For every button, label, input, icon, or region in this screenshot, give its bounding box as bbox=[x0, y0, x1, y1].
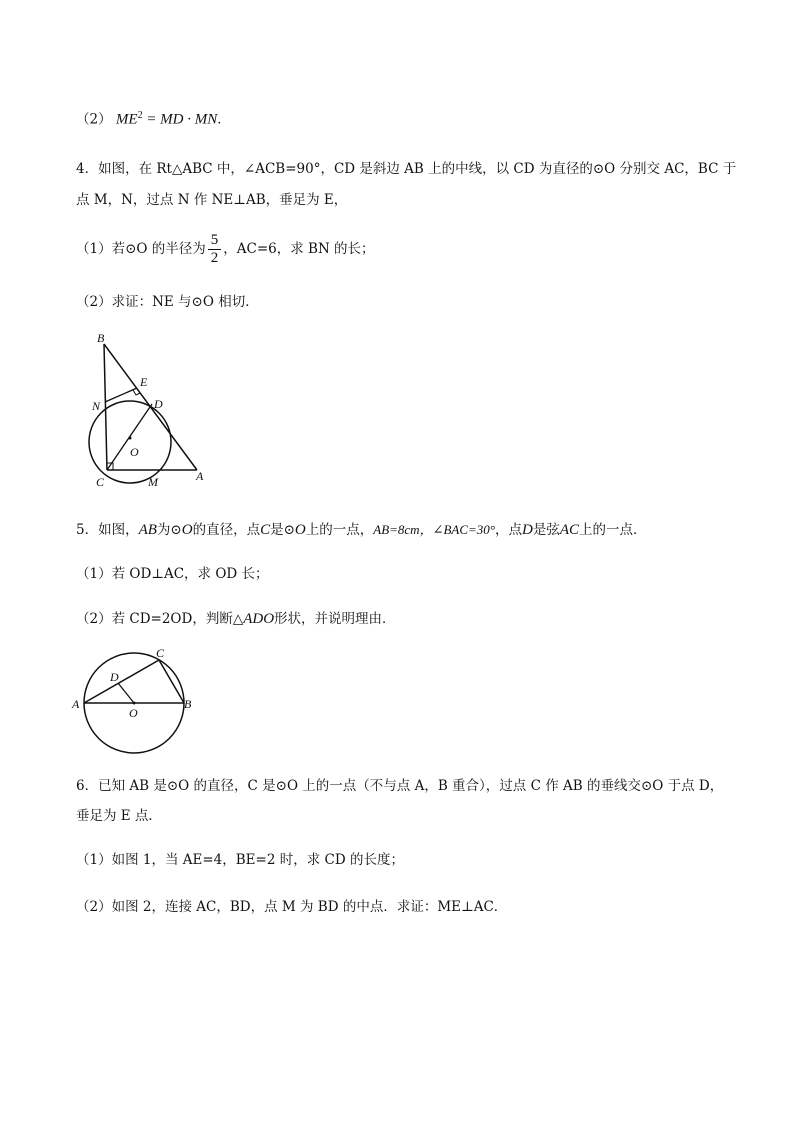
q5-text-4: 是⊙ bbox=[270, 522, 295, 538]
q4-fraction-numerator: 5 bbox=[208, 232, 222, 250]
q3-eq-end: ． bbox=[217, 111, 231, 128]
q4-stem-line1: 4．如图，在 Rt△ABC 中，∠ACB=90°，CD 是斜边 AB 上的中线，以 CD 为直径的⊙O 分别交 AC，BC 于 bbox=[76, 161, 737, 177]
q5-part2-text-a: （2）若 CD=2OD，判断△ bbox=[76, 611, 244, 627]
q5-text-6: ，点 bbox=[494, 522, 522, 538]
q3-part2 bbox=[76, 106, 231, 130]
q4-label-d: D bbox=[154, 397, 163, 411]
q4-label-n: N bbox=[92, 399, 101, 413]
q3-eq-me: ME bbox=[115, 111, 138, 128]
q5-label-d: D bbox=[110, 670, 119, 684]
q5-var-d: D bbox=[521, 522, 533, 538]
q5-text-5: 上的一点， bbox=[305, 522, 374, 538]
q5-line-ac bbox=[84, 660, 159, 703]
q4-part1-text-b: ，AC=6，求 BN 的长； bbox=[223, 241, 375, 257]
q5-var-ado: ADO bbox=[243, 611, 275, 627]
q5-label-c: C bbox=[156, 646, 165, 660]
q5-text-7: 是弦 bbox=[532, 522, 560, 538]
q4-label-m: M bbox=[148, 475, 158, 489]
q5-stem bbox=[76, 520, 647, 540]
q4-figure bbox=[80, 330, 220, 495]
q4-label-b: B bbox=[97, 331, 105, 345]
q4-part1 bbox=[76, 232, 375, 267]
q6-stem-line2: 垂足为 E 点． bbox=[76, 808, 162, 824]
q3-eq-exponent: 2 bbox=[137, 110, 143, 121]
q5-text-8: 上的一点． bbox=[579, 522, 647, 538]
q5-part2-text-b: 形状，并说明理由． bbox=[274, 611, 396, 627]
q5-label-a: A bbox=[72, 697, 80, 711]
q4-label-e: E bbox=[140, 375, 148, 389]
q4-center-dot bbox=[129, 437, 132, 440]
q5-part1: （1）若 OD⊥AC，求 OD 长； bbox=[76, 566, 269, 582]
q5-var-o2: O bbox=[294, 522, 306, 538]
q5-center-dot bbox=[133, 702, 136, 705]
q5-line-do bbox=[118, 683, 134, 703]
q5-given-values: AB=8cm，∠BAC=30° bbox=[373, 522, 495, 537]
q5-var-ab: AB bbox=[138, 522, 157, 538]
q5-label-o: O bbox=[129, 706, 138, 720]
q6-part2: （2）如图 2，连接 AC，BD，点 M 为 BD 的中点．求证：ME⊥AC． bbox=[76, 899, 508, 915]
q5-var-ac: AC bbox=[559, 522, 579, 538]
q5-text-2: 为⊙ bbox=[156, 522, 182, 538]
q6-part1: （1）如图 1，当 AE=4，BE=2 时，求 CD 的长度； bbox=[76, 852, 404, 868]
q4-line-ne bbox=[105, 388, 137, 402]
q4-radius-fraction bbox=[208, 232, 222, 267]
q4-label-o: O bbox=[130, 445, 139, 459]
q5-var-o: O bbox=[181, 522, 193, 538]
q5-text-1: 5．如图， bbox=[76, 522, 139, 538]
q5-var-c: C bbox=[260, 522, 271, 538]
q4-label-a: A bbox=[196, 469, 204, 483]
q4-line-bc bbox=[104, 344, 107, 470]
q6-stem-line1: 6．已知 AB 是⊙O 的直径，C 是⊙O 上的一点（不与点 A，B 重合），过点 C 作 AB 的垂线交⊙O 于点 D， bbox=[76, 778, 724, 794]
q5-label-b: B bbox=[184, 697, 192, 711]
q5-line-cb bbox=[159, 660, 184, 703]
q3-part2-prefix: （2） bbox=[76, 111, 112, 128]
q5-part2 bbox=[76, 609, 396, 629]
q4-part1-text-a: （1）若⊙O 的半径为 bbox=[76, 241, 206, 257]
q5-text-3: 的直径，点 bbox=[192, 522, 261, 538]
q4-part2: （2）求证：NE 与⊙O 相切． bbox=[76, 294, 259, 310]
q4-fraction-denominator: 2 bbox=[210, 250, 219, 266]
q3-eq-rhs: = MD · MN bbox=[142, 111, 218, 128]
q4-label-c: C bbox=[96, 475, 105, 489]
q5-figure bbox=[68, 645, 203, 755]
q4-stem-line2: 点 M，N，过点 N 作 NE⊥AB，垂足为 E， bbox=[76, 192, 348, 208]
